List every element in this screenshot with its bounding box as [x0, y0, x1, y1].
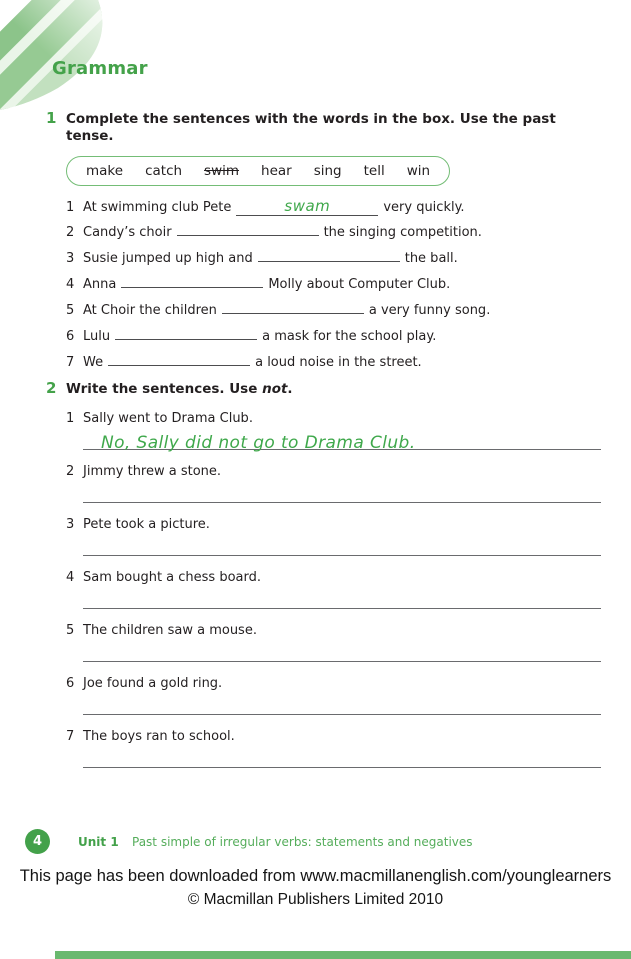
- sentence-text-after: a mask for the school play.: [262, 329, 437, 344]
- sentence-number: 3: [66, 251, 75, 266]
- unit-footer: [0, 828, 631, 856]
- word-box: [66, 156, 450, 186]
- answer-line: [83, 427, 601, 453]
- sentence-item: [66, 277, 606, 303]
- write-item: [46, 517, 606, 556]
- answer-line: [83, 745, 601, 768]
- page-title: Grammar: [52, 58, 148, 79]
- bottom-green-bar: [55, 951, 631, 959]
- page-number-badge: [25, 829, 50, 854]
- write-item: [46, 464, 606, 503]
- sentence-text-before: At swimming club Pete: [83, 200, 232, 215]
- word-box-word: make: [86, 163, 124, 179]
- answer-blank: [108, 365, 250, 366]
- sentence-number: 5: [66, 623, 75, 638]
- exercise-1-heading: [46, 110, 606, 145]
- sentence-number: 4: [66, 570, 75, 585]
- sentence-item: [66, 225, 606, 251]
- exercise-2: [46, 380, 606, 782]
- answer-blank: [115, 339, 257, 340]
- sentence-item: [66, 303, 606, 329]
- write-item: [46, 623, 606, 662]
- sentence-text: Pete took a picture.: [83, 517, 210, 532]
- sentence-item: [66, 329, 606, 355]
- corner-stripes-decoration: [0, 0, 120, 110]
- instruction-suffix: .: [287, 381, 293, 397]
- sentence-text-after: a very funny song.: [368, 303, 491, 318]
- sentence-number: 6: [66, 329, 75, 344]
- unit-label: Unit 1: [78, 835, 119, 849]
- word-box-word: win: [406, 163, 431, 179]
- sentence-text: The boys ran to school.: [83, 729, 235, 744]
- download-note: This page has been downloaded from www.macmillanenglish.com/younglearners: [19, 867, 612, 885]
- answer-line: [83, 639, 601, 662]
- sentence-number: 7: [66, 729, 75, 744]
- answer-blank: [177, 235, 319, 236]
- handwritten-answer: No, Sally did not go to Drama Club.: [101, 433, 416, 453]
- sentence-text-before: Candy’s choir: [83, 225, 172, 240]
- answer-line: [83, 480, 601, 503]
- sentence-text: Jimmy threw a stone.: [83, 464, 222, 479]
- answer-blank: [258, 261, 400, 262]
- sentence-number: 6: [66, 676, 75, 691]
- exercise-2-heading: [46, 380, 606, 398]
- unit-description: Past simple of irregular verbs: statements and negatives: [132, 835, 473, 849]
- sentence-text: Sam bought a chess board.: [83, 570, 262, 585]
- word-box-word: tell: [363, 163, 385, 179]
- sentence-text-before: Anna: [83, 277, 117, 292]
- sentence-number: 7: [66, 355, 75, 370]
- write-item: [46, 570, 606, 609]
- corner-stripes-icon: [0, 0, 120, 110]
- sentence-text-before: We: [83, 355, 104, 370]
- answer-blank: [222, 313, 364, 314]
- sentence-number: 4: [66, 277, 75, 292]
- sentence-item: [66, 355, 606, 381]
- sentence-text-after: very quickly.: [383, 200, 465, 215]
- sentence-number: 3: [66, 517, 75, 532]
- instruction-prefix: Write the sentences. Use: [66, 381, 263, 397]
- sentence-number: 2: [66, 464, 75, 479]
- word-box-word: hear: [261, 163, 292, 179]
- page-number: 4: [32, 834, 43, 849]
- exercise-2-instruction: [66, 381, 293, 398]
- instruction-emphasis: not: [262, 381, 288, 397]
- sentence-text-before: Lulu: [83, 329, 111, 344]
- exercise-1: [46, 110, 606, 381]
- sentence-number: 2: [66, 225, 75, 240]
- sentence-text: Sally went to Drama Club.: [83, 411, 253, 426]
- sentence-item: [66, 199, 606, 225]
- sentence-text-after: Molly about Computer Club.: [268, 277, 451, 292]
- exercise-1-number: 1: [46, 109, 57, 127]
- exercise-2-number: 2: [46, 379, 57, 397]
- answer-blank: [236, 199, 378, 216]
- answer-blank: [121, 287, 263, 288]
- sentence-text: The children saw a mouse.: [83, 623, 257, 638]
- answer-line: [83, 586, 601, 609]
- write-item: [46, 411, 606, 453]
- sentence-number: 5: [66, 303, 75, 318]
- answer-line: [83, 692, 601, 715]
- sentence-text-after: the ball.: [404, 251, 458, 266]
- word-box-word: sing: [313, 163, 342, 179]
- sentence-text-before: Susie jumped up high and: [83, 251, 253, 266]
- write-item: [46, 676, 606, 715]
- sentence-text-after: the singing competition.: [323, 225, 482, 240]
- sentence-text-before: At Choir the children: [83, 303, 217, 318]
- handwritten-answer: swam: [284, 197, 331, 215]
- sentence-item: [66, 251, 606, 277]
- sentence-text: Joe found a gold ring.: [83, 676, 223, 691]
- copyright-line: © Macmillan Publishers Limited 2010: [187, 891, 444, 908]
- sentence-number: 1: [66, 411, 75, 426]
- word-box-word: catch: [145, 163, 183, 179]
- word-box-word-crossed: swim: [204, 163, 240, 179]
- exercise-1-instruction: Complete the sentences with the words in the box. Use the past tense.: [66, 111, 556, 144]
- write-item: [46, 729, 606, 768]
- sentence-text-after: a loud noise in the street.: [255, 355, 422, 370]
- answer-line: [83, 533, 601, 556]
- sentence-number: 1: [66, 200, 75, 215]
- exercise-1-items: [46, 199, 606, 381]
